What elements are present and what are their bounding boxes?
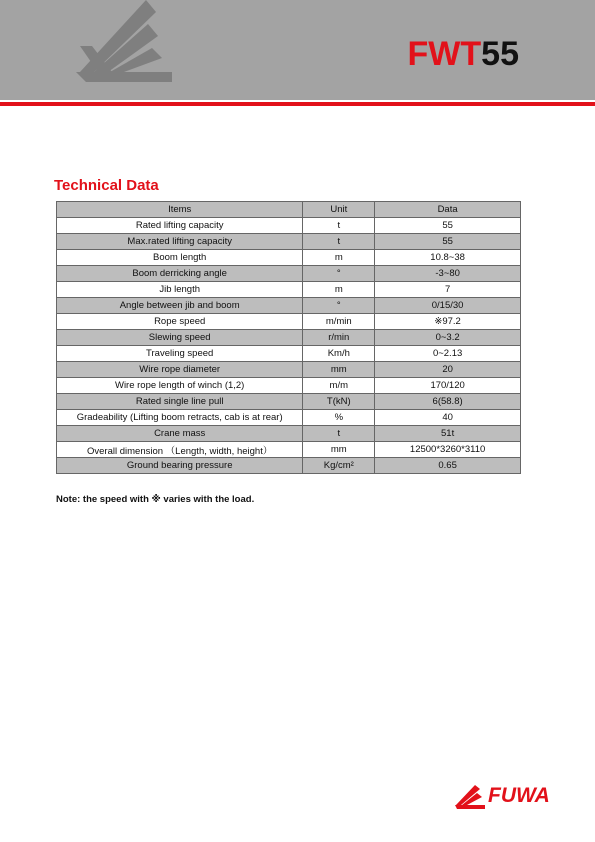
- cell-unit: °: [303, 266, 375, 282]
- cell-data: ※97.2: [375, 314, 521, 330]
- cell-data: 12500*3260*3110: [375, 442, 521, 458]
- footnote: Note: the speed with ※ varies with the load.: [56, 494, 255, 505]
- footer-logo: [455, 783, 555, 809]
- cell-item: Slewing speed: [57, 330, 303, 346]
- cell-unit: m: [303, 250, 375, 266]
- table-row: [57, 250, 521, 266]
- cell-data: 0.65: [375, 458, 521, 474]
- table-row: [57, 426, 521, 442]
- table-row: [57, 218, 521, 234]
- cell-item: Ground bearing pressure: [57, 458, 303, 474]
- cell-unit: T(kN): [303, 394, 375, 410]
- header-band: [0, 0, 595, 100]
- cell-data: 51t: [375, 426, 521, 442]
- technical-data-table: [56, 201, 521, 474]
- header-divider-red: [0, 102, 595, 106]
- cell-item: Jib length: [57, 282, 303, 298]
- cell-unit: mm: [303, 442, 375, 458]
- column-header-items: Items: [57, 202, 303, 218]
- table-header-row: [57, 202, 521, 218]
- cell-item: Wire rope length of winch (1,2): [57, 378, 303, 394]
- column-header-data: Data: [375, 202, 521, 218]
- cell-data: 20: [375, 362, 521, 378]
- table-row: [57, 458, 521, 474]
- cell-unit: °: [303, 298, 375, 314]
- table-row: [57, 314, 521, 330]
- cell-unit: Kg/cm²: [303, 458, 375, 474]
- cell-data: 0~2.13: [375, 346, 521, 362]
- cell-unit: %: [303, 410, 375, 426]
- table-row: [57, 410, 521, 426]
- cell-item: Boom length: [57, 250, 303, 266]
- cell-data: 55: [375, 218, 521, 234]
- cell-data: 170/120: [375, 378, 521, 394]
- footer-brand: FUWA: [488, 784, 550, 807]
- cell-item: Traveling speed: [57, 346, 303, 362]
- table-row: [57, 442, 521, 458]
- table-row: [57, 266, 521, 282]
- table-row: [57, 234, 521, 250]
- table-row: [57, 330, 521, 346]
- cell-unit: t: [303, 426, 375, 442]
- cell-data: 40: [375, 410, 521, 426]
- table-row: [57, 282, 521, 298]
- cell-data: -3~80: [375, 266, 521, 282]
- cell-unit: m: [303, 282, 375, 298]
- cell-unit: t: [303, 234, 375, 250]
- cell-unit: m/min: [303, 314, 375, 330]
- cell-data: 55: [375, 234, 521, 250]
- table-row: [57, 378, 521, 394]
- column-header-unit: Unit: [303, 202, 375, 218]
- table-row: [57, 394, 521, 410]
- cell-data: 0/15/30: [375, 298, 521, 314]
- cell-item: Rope speed: [57, 314, 303, 330]
- cell-unit: t: [303, 218, 375, 234]
- table-row: [57, 346, 521, 362]
- cell-unit: Km/h: [303, 346, 375, 362]
- cell-data: 0~3.2: [375, 330, 521, 346]
- model-number: 55: [481, 35, 519, 73]
- cell-item: Angle between jib and boom: [57, 298, 303, 314]
- model-prefix: FWT: [407, 35, 482, 73]
- model-title: [408, 34, 519, 74]
- cell-item: Boom derricking angle: [57, 266, 303, 282]
- section-title: Technical Data: [54, 177, 159, 194]
- cell-item: Gradeability (Lifting boom retracts, cab is at rear): [57, 410, 303, 426]
- cell-unit: mm: [303, 362, 375, 378]
- fuwa-arrow-logo-icon: [72, 0, 182, 90]
- cell-data: 6(58.8): [375, 394, 521, 410]
- cell-item: Max.rated lifting capacity: [57, 234, 303, 250]
- cell-item: Rated single line pull: [57, 394, 303, 410]
- cell-data: 10.8~38: [375, 250, 521, 266]
- cell-item: Rated lifting capacity: [57, 218, 303, 234]
- cell-unit: m/m: [303, 378, 375, 394]
- fuwa-logo-icon: [455, 785, 487, 809]
- cell-data: 7: [375, 282, 521, 298]
- table-row: [57, 298, 521, 314]
- cell-item: Overall dimension （Length, width, height）: [57, 442, 303, 458]
- table-row: [57, 362, 521, 378]
- cell-item: Crane mass: [57, 426, 303, 442]
- cell-unit: r/min: [303, 330, 375, 346]
- cell-item: Wire rope diameter: [57, 362, 303, 378]
